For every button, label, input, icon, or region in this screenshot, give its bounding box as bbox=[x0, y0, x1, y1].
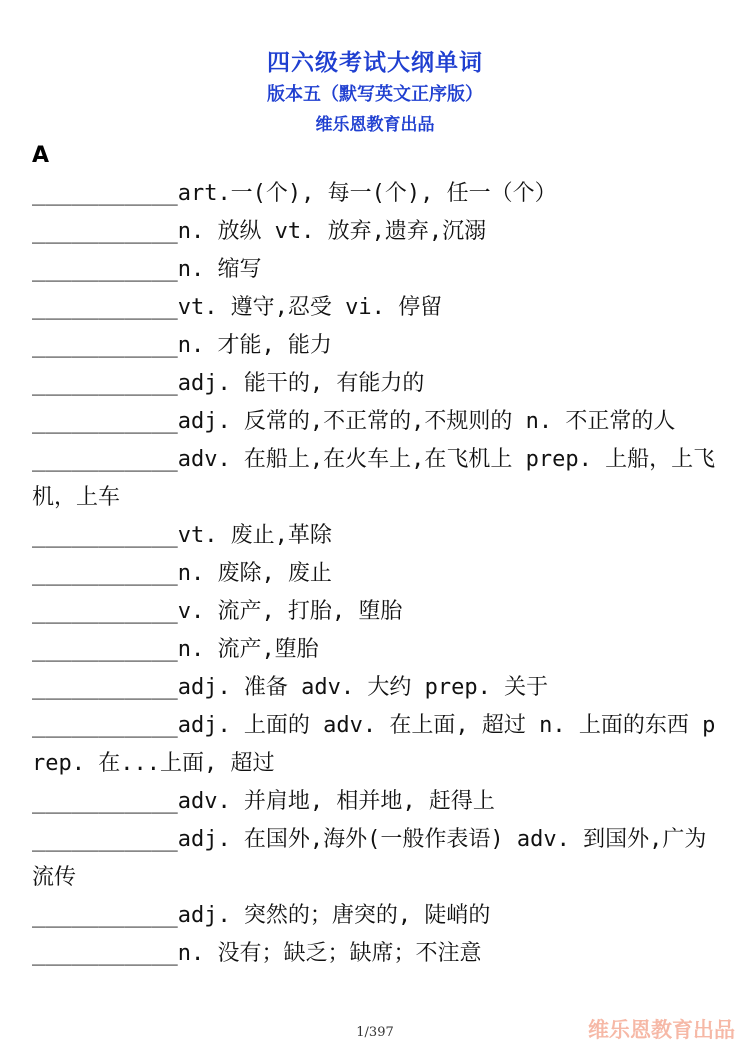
vocab-entry bbox=[32, 213, 722, 251]
vocab-entry bbox=[32, 897, 722, 935]
vocab-entry bbox=[32, 593, 722, 631]
answer-blank: ___________ bbox=[32, 181, 178, 206]
answer-blank: ___________ bbox=[32, 561, 178, 586]
entry-definition: adj. 能干的, 有能力的 bbox=[177, 371, 425, 396]
entry-definition: n. 放纵 vt. 放弃,遗弃,沉溺 bbox=[177, 219, 487, 244]
answer-blank: ___________ bbox=[32, 827, 178, 852]
entry-definition: n. 没有；缺乏；缺席；不注意 bbox=[177, 941, 482, 966]
vocab-entry bbox=[32, 631, 722, 669]
vocabulary-list bbox=[32, 175, 722, 973]
answer-blank: ___________ bbox=[32, 789, 178, 814]
vocab-entry bbox=[32, 441, 722, 517]
entry-definition: v. 流产, 打胎, 堕胎 bbox=[177, 599, 403, 624]
answer-blank: ___________ bbox=[32, 599, 178, 624]
entry-definition: vt. 遵守,忍受 vi. 停留 bbox=[177, 295, 443, 320]
vocab-entry bbox=[32, 327, 722, 365]
entry-definition: vt. 废止,革除 bbox=[177, 523, 332, 548]
answer-blank: ___________ bbox=[32, 941, 178, 966]
vocab-entry bbox=[32, 289, 722, 327]
page-number: 1/397 bbox=[356, 1025, 394, 1040]
publisher-label: 维乐恩教育出品 bbox=[315, 115, 435, 135]
entry-definition: adj. 突然的；唐突的, 陡峭的 bbox=[177, 903, 491, 928]
document-title: 四六级考试大纲单词 bbox=[267, 50, 483, 76]
document-subtitle: 版本五（默写英文正序版） bbox=[267, 84, 483, 105]
entry-definition: art.一(个), 每一(个), 任一（个） bbox=[177, 181, 557, 206]
section-letter: A bbox=[32, 143, 50, 168]
answer-blank: ___________ bbox=[32, 523, 178, 548]
entry-definition: adv. 在船上,在火车上,在飞机上 prep. 上船，上飞机，上车 bbox=[32, 447, 716, 510]
answer-blank: ___________ bbox=[32, 219, 178, 244]
vocab-entry bbox=[32, 669, 722, 707]
entry-definition: adj. 反常的,不正常的,不规则的 n. 不正常的人 bbox=[177, 409, 676, 434]
answer-blank: ___________ bbox=[32, 637, 178, 662]
vocab-entry bbox=[32, 365, 722, 403]
answer-blank: ___________ bbox=[32, 675, 178, 700]
answer-blank: ___________ bbox=[32, 713, 178, 738]
entry-definition: adj. 在国外,海外(一般作表语) adv. 到国外,广为流传 bbox=[32, 827, 707, 890]
vocab-entry bbox=[32, 175, 722, 213]
vocab-entry bbox=[32, 783, 722, 821]
answer-blank: ___________ bbox=[32, 409, 178, 434]
entry-definition: adj. 上面的 adv. 在上面, 超过 n. 上面的东西 prep. 在...上面, 超过 bbox=[32, 713, 716, 776]
entry-definition: n. 缩写 bbox=[177, 257, 262, 282]
vocab-entry bbox=[32, 251, 722, 289]
answer-blank: ___________ bbox=[32, 371, 178, 396]
answer-blank: ___________ bbox=[32, 257, 178, 282]
entry-definition: adv. 并肩地, 相并地, 赶得上 bbox=[177, 789, 495, 814]
vocab-entry bbox=[32, 707, 722, 783]
answer-blank: ___________ bbox=[32, 447, 178, 472]
answer-blank: ___________ bbox=[32, 295, 178, 320]
vocab-entry bbox=[32, 517, 722, 555]
answer-blank: ___________ bbox=[32, 903, 178, 928]
entry-definition: adj. 准备 adv. 大约 prep. 关于 bbox=[177, 675, 549, 700]
vocab-entry bbox=[32, 821, 722, 897]
entry-definition: n. 才能, 能力 bbox=[177, 333, 332, 358]
vocab-entry bbox=[32, 555, 722, 593]
entry-definition: n. 流产,堕胎 bbox=[177, 637, 319, 662]
entry-definition: n. 废除, 废止 bbox=[177, 561, 332, 586]
vocab-entry bbox=[32, 403, 722, 441]
vocab-entry bbox=[32, 935, 722, 973]
watermark-logo: 维乐恩教育出品 bbox=[588, 1018, 735, 1042]
answer-blank: ___________ bbox=[32, 333, 178, 358]
